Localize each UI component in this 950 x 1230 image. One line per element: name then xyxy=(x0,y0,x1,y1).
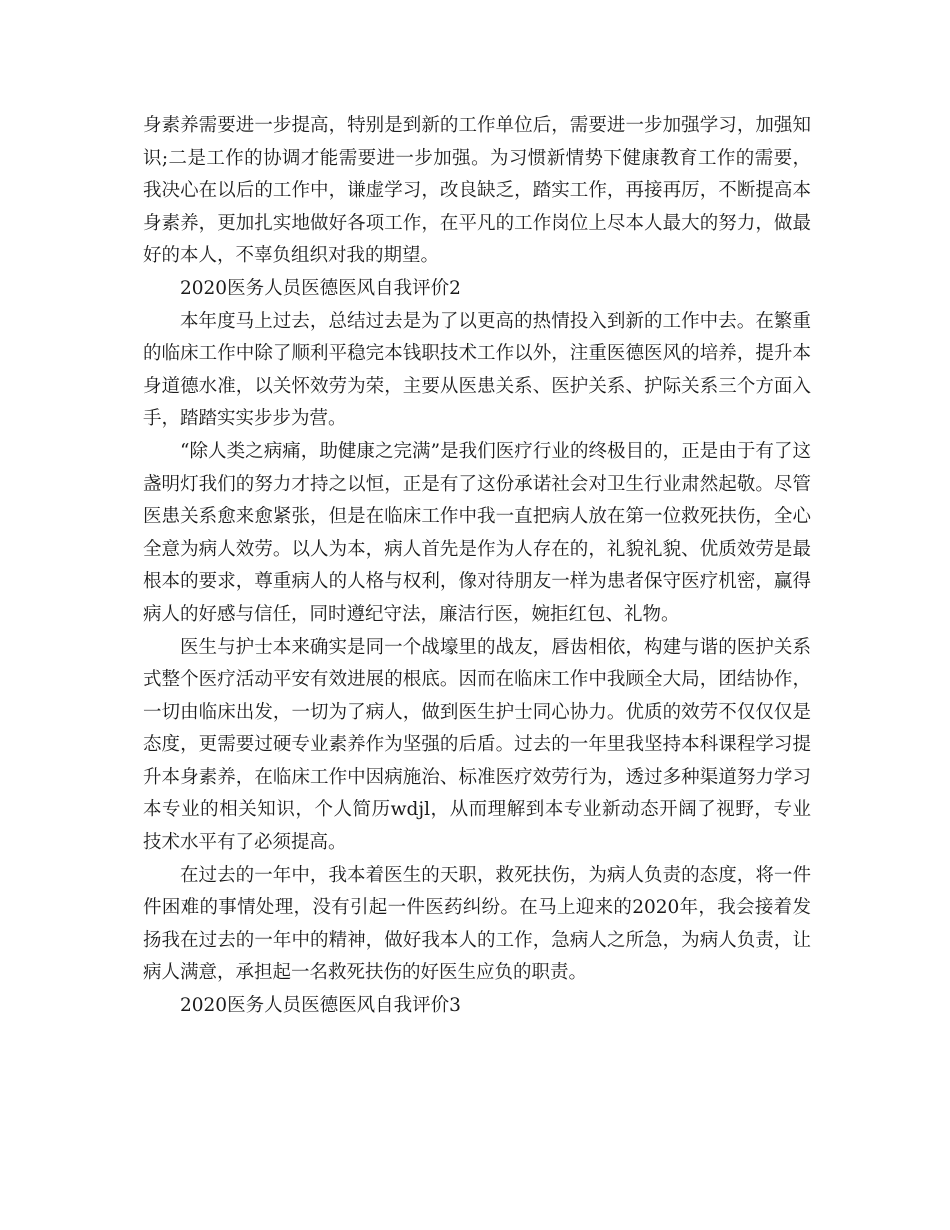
section-heading-3: 2020医务人员医德医风自我评价3 xyxy=(180,995,461,1017)
paragraph: “除人类之病痛，助健康之完满”是我们医疗行业的终极目的，正是由于有了这盏明灯我们的努力才持之以恒，正是有了这份承诺社会对卫生行业肃然起敬。尽管医患关系愈来愈紧张，但是在临床工作中我一直把病人放在第一位救死扶伤，全心全意为病人效劳。以人为本，病人首先是作为人存在的，礼貌礼貌、优质效劳是最根本的要求，尊重病人的人格与权利，像对待朋友一样为患者保守医疗机密，赢得病人的好感与信任，同时遵纪守法，廉洁行医，婉拒红包、礼物。 xyxy=(143,440,811,625)
paragraph: 医生与护士本来确实是同一个战壕里的战友，唇齿相依，构建与谐的医护关系式整个医疗活动平安有效进展的根底。因而在临床工作中我顾全大局，团结协作，一切由临床出发，一切为了病人，做到医生护士同心协力。优质的效劳不仅仅仅是态度，更需要过硬专业素养作为坚强的后盾。过去的一年里我坚持本科课程学习提升本身素养，在临床工作中因病施治、标准医疗效劳行为，透过多种渠道努力学习本专业的相关知识，个人简历wdjl，从而理解到本专业新动态开阔了视野，专业技术水平有了必须提高。 xyxy=(143,636,811,854)
paragraph: 本年度马上过去，总结过去是为了以更高的热情投入到新的工作中去。在繁重的临床工作中除了顺利平稳完本钱职技术工作以外，注重医德医风的培养，提升本身道德水准，以关怀效劳为荣，主要从医患关系、医护关系、护际关系三个方面入手，踏踏实实步步为营。 xyxy=(143,310,811,430)
paragraph-continued: 身素养需要进一步提高，特别是到新的工作单位后，需要进一步加强学习，加强知识;二是工作的协调才能需要进一步加强。为习惯新情势下健康教育工作的需要，我决心在以后的工作中，谦虚学习，改良缺乏，踏实工作，再接再厉，不断提高本身素养，更加扎实地做好各项工作，在平凡的工作岗位上尽本人最大的努力，做最好的本人，不辜负组织对我的期望。 xyxy=(143,115,811,267)
document-body xyxy=(143,110,811,1023)
section-heading-2: 2020医务人员医德医风自我评价2 xyxy=(180,277,461,299)
paragraph: 在过去的一年中，我本着医生的天职，救死扶伤，为病人负责的态度，将一件件困难的事情处理，没有引起一件医药纠纷。在马上迎来的2020年，我会接着发扬我在过去的一年中的精神，做好我本人的工作，急病人之所急，为病人负责，让病人满意，承担起一名救死扶伤的好医生应负的职责。 xyxy=(143,864,811,984)
